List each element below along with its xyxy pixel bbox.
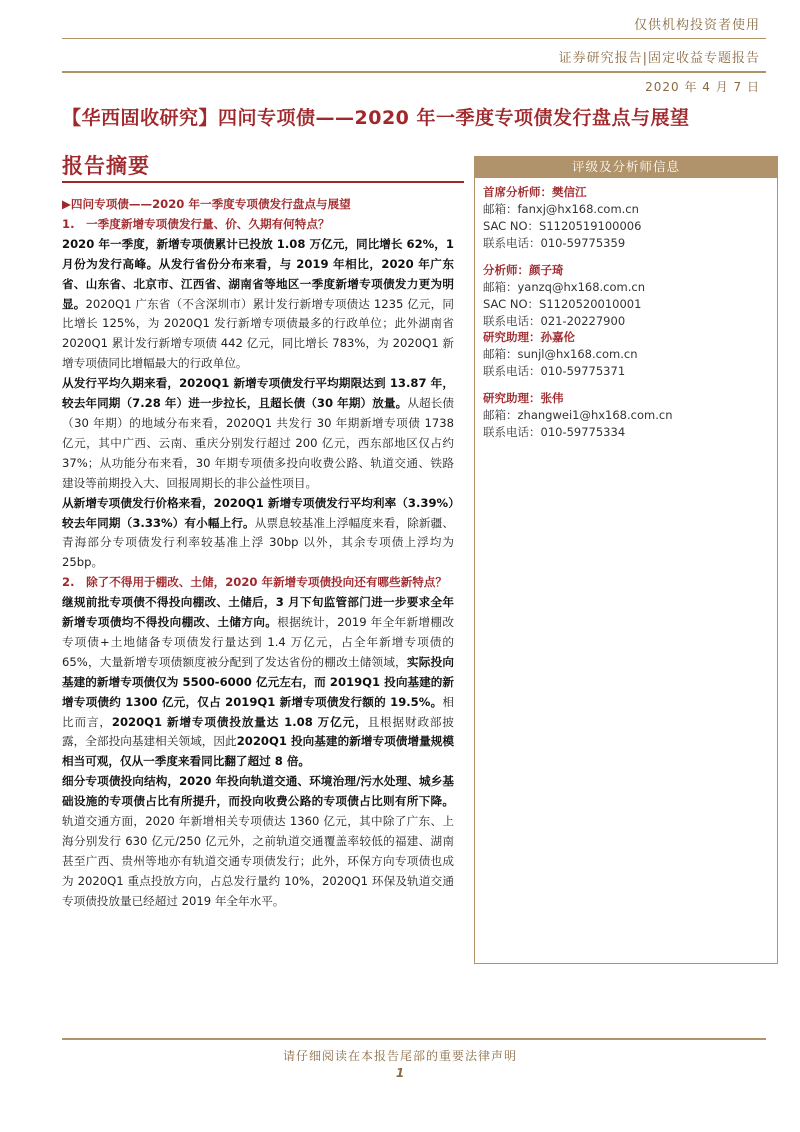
analyst-role: 首席分析师：樊信江 [483, 185, 587, 199]
header-rule-top [62, 38, 766, 39]
investor-notice: 仅供机构投资者使用 [633, 18, 760, 33]
p4-bold-a: 继规前批专项债不得投向棚改、土储后，3 月下旬监管部门进一步要求全年新增专项债均不得投向棚改、土储方向。 [62, 595, 454, 630]
header-rule-bottom [62, 71, 766, 73]
analyst-email[interactable]: 邮箱：zhangwei1@hx168.com.cn [483, 408, 673, 422]
analyst-phone: 联系电话：010-59775334 [483, 425, 626, 439]
paragraph-5 [62, 772, 454, 911]
analyst-info-heading: 评级及分析师信息 [474, 156, 778, 178]
paragraph-1 [62, 235, 454, 374]
analyst-card [483, 184, 641, 252]
p3-text: 从票息较基准上浮幅度来看，除新疆、青海部分专项债发行利率较基准上浮 30bp 以外，其余专项债上浮均为 25bp。 [62, 515, 454, 570]
analyst-role: 研究助理：张伟 [483, 391, 564, 405]
analyst-sac: SAC NO：S1120520010001 [483, 297, 642, 311]
p4-text-d: 相比而言， [62, 694, 454, 729]
p2-text: 从超长债（30 年期）的地域分布来看，2020Q1 共发行 30 年期新增专项债 1738 亿元，其中广西、云南、重庆分别发行超过 200 亿元，西东部地区仅占约 37%；从功能分布来看，30 年期专项债多投向收费公路、轨道交通、铁路建设等前期投入大、回报周期长的非公益性项目。 [62, 396, 454, 490]
analyst-sac: SAC NO：S1120519100006 [483, 219, 642, 233]
analyst-role: 分析师：颜子琦 [483, 263, 564, 277]
paragraph-4 [62, 593, 454, 772]
footer-rule [62, 1038, 766, 1040]
paragraph-2 [62, 374, 454, 493]
p4-bold-g: 2020Q1 投向基建的新增专项债增量规模相当可观，仅从一季度来看同比翻了超过 8 倍。 [62, 734, 454, 769]
p4-bold-c: 实际投向基建的新增专项债仅为 5500-6000 亿元左右，而 2019Q1 投向基建的新增专项债约 1300 亿元，仅占 2019Q1 新增专项债发行额的 19.5%。 [62, 654, 454, 709]
analyst-phone: 联系电话：010-59775371 [483, 364, 626, 378]
analyst-card [483, 390, 672, 441]
summary-heading: 报告摘要 [62, 154, 150, 178]
analyst-role: 研究助理：孙嘉伦 [483, 330, 575, 344]
analyst-email[interactable]: 邮箱：fanxj@hx168.com.cn [483, 202, 639, 216]
p1-bold: 2020 年一季度，新增专项债累计已投放 1.08 万亿元，同比增长 62%，1 月份为发行高峰。从发行省份分布来看，与 2019 年相比，2020 年广东省、山东省、北京市、江西省、湖南省等地区一季度新增专项债发力更为明显。 [62, 236, 454, 311]
analyst-email[interactable]: 邮箱：yanzq@hx168.com.cn [483, 280, 646, 294]
p1-text: 2020Q1 广东省（不含深圳市）累计发行新增专项债达 1235 亿元，同比增长 125%，为 2020Q1 发行新增专项债最多的行政单位；此外湖南省 2020Q1 累计发行新增专项债 442 亿元，同比增长 783%，为 2020Q1 新增专项债同比增幅最大的行政单位。 [62, 296, 454, 371]
p4-text-f: 且根据财政部披露，全部投向基建相关领域，因此 [62, 714, 454, 749]
analyst-card [483, 329, 638, 380]
p3-bold: 从新增专项债发行价格来看，2020Q1 新增专项债发行平均利率（3.39%）较去年同期（3.33%）有小幅上行。 [62, 495, 454, 530]
report-title: 【华西固收研究】四问专项债——2020 年一季度专项债发行盘点与展望 [62, 107, 690, 129]
summary-divider [62, 181, 464, 183]
report-category: 证券研究报告|固定收益专题报告 [558, 51, 760, 66]
p5-text: 轨道交通方面，2020 年新增相关专项债达 1360 亿元，其中除了广东、上海分别发行 630 亿元/250 亿元外，之前轨道交通覆盖率较低的福建、湖南甚至广西、贵州等地亦有轨道交通专项债发行；此外，环保方向专项债也成为 2020Q1 重点投放方向，占总发行量约 10%，2020Q1 环保及轨道交通专项债投放量已经超过 2019 年全年水平。 [62, 814, 454, 908]
p4-text-b: 根据统计，2019 年全年新增棚改专项债+土地储备专项债发行量达到 1.4 万亿元，占全年新增专项债的 65%，大量新增专项债额度被分配到了发达省份的棚改土储领域， [62, 615, 454, 669]
p2-bold: 从发行平均久期来看，2020Q1 新增专项债发行平均期限达到 13.87 年，较去年同期（7.28 年）进一步拉长，且超长债（30 年期）放量。 [62, 376, 454, 411]
question-1: 1. 一季度新增专项债发行量、价、久期有何特点？ [62, 216, 330, 231]
analyst-email[interactable]: 邮箱：sunjl@hx168.com.cn [483, 347, 638, 361]
question-2: 2. 除了不得用于棚改、土储，2020 年新增专项债投向还有哪些新特点？ [62, 575, 447, 590]
summary-body [62, 195, 454, 912]
analyst-card [483, 262, 645, 330]
p4-bold-e: 2020Q1 新增专项债投放量达 1.08 万亿元， [111, 714, 368, 729]
footer-disclaimer[interactable]: 请仔细阅读在本报告尾部的重要法律声明 [282, 1049, 517, 1063]
analyst-info-box [474, 178, 778, 964]
p5-bold: 细分专项债投向结构，2020 年投向轨道交通、环境治理/污水处理、城乡基础设施的专项债占比有所提升，而投向收费公路的专项债占比则有所下降。 [62, 774, 454, 809]
paragraph-3 [62, 494, 454, 574]
analyst-phone: 联系电话：021-20227900 [483, 314, 626, 328]
page-number: 1 [395, 1066, 405, 1080]
summary-subheading: ▶四问专项债——2020 年一季度专项债发行盘点与展望 [62, 197, 351, 211]
report-date: 2020 年 4 月 7 日 [645, 80, 760, 94]
analyst-phone: 联系电话：010-59775359 [483, 236, 626, 250]
